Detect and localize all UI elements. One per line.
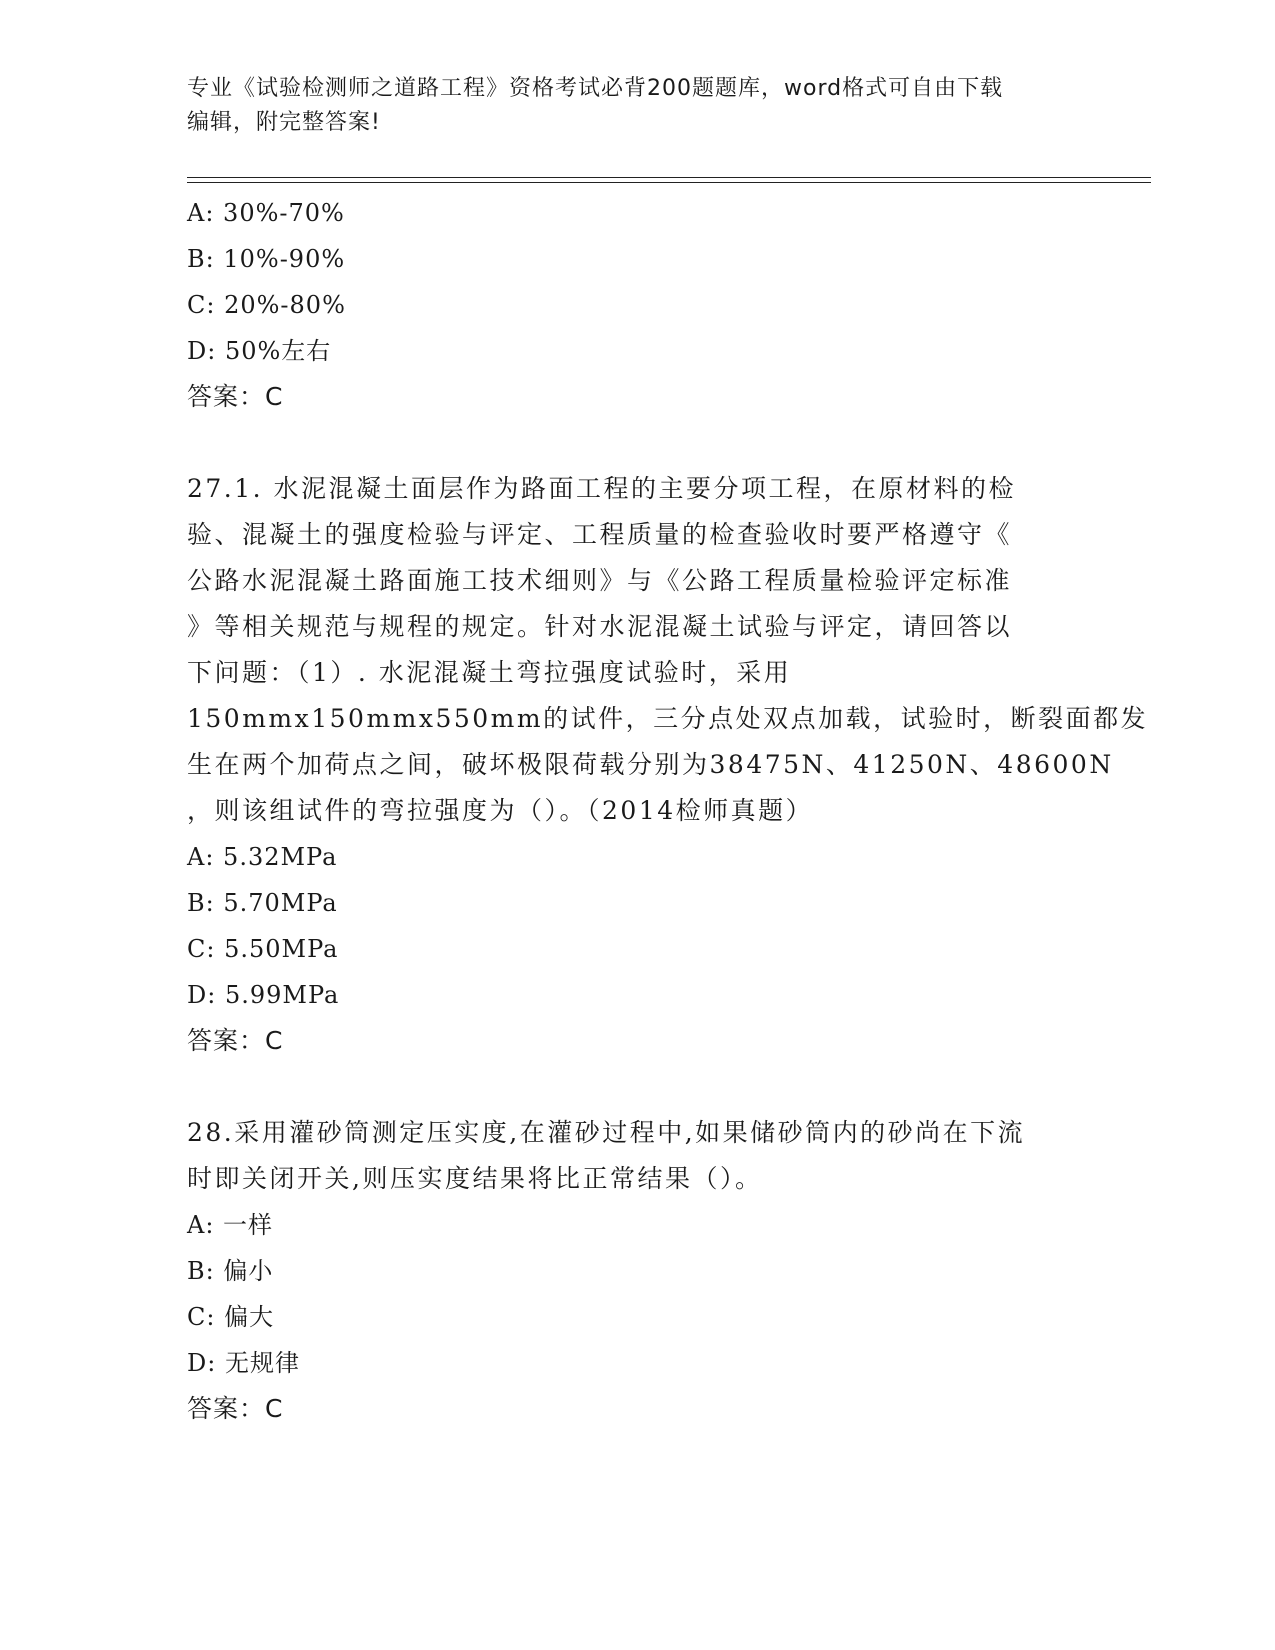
question-block-26 — [187, 190, 1087, 420]
option-b: B: 5.70MPa — [187, 889, 338, 917]
question-text-line: 时即关闭开关,则压实度结果将比正常结果（）。 — [187, 1164, 763, 1193]
header-line-2: 编辑，附完整答案! — [187, 110, 381, 135]
question-block-28 — [187, 1110, 1087, 1202]
question-text-line: ，则该组试件的弯拉强度为（）。（2014检师真题） — [187, 796, 814, 825]
answer: 答案：C — [187, 1026, 284, 1055]
question-text-line: 28.采用灌砂筒测定压实度,在灌砂过程中,如果储砂筒内的砂尚在下流 — [187, 1118, 1026, 1147]
question-block-27 — [187, 466, 1149, 834]
option-a: A: 5.32MPa — [187, 843, 338, 871]
question-text-line: 150mmx150mmx550mm的试件，三分点处双点加载，试验时，断裂面都发 — [187, 704, 1149, 733]
option-a: A: 一样 — [187, 1211, 274, 1239]
option-d: D: 50%左右 — [187, 337, 332, 365]
question-text-line: 》等相关规范与规程的规定。针对水泥混凝土试验与评定，请回答以 — [187, 612, 1013, 641]
option-c: C: 偏大 — [187, 1303, 275, 1331]
question-text-line: 27.1. 水泥混凝土面层作为路面工程的主要分项工程，在原材料的检 — [187, 474, 1017, 503]
option-d: D: 无规律 — [187, 1349, 300, 1377]
header-rule-top — [187, 177, 1151, 178]
question-text-line: 验、混凝土的强度检验与评定、工程质量的检查验收时要严格遵守《 — [187, 520, 1013, 549]
option-b: B: 偏小 — [187, 1257, 274, 1285]
option-d: D: 5.99MPa — [187, 981, 340, 1009]
document-body — [187, 190, 1149, 1432]
option-b: B: 10%-90% — [187, 245, 346, 273]
header-line-1: 专业《试验检测师之道路工程》资格考试必背200题题库，word格式可自由下载 — [187, 76, 1004, 101]
answer: 答案：C — [187, 1394, 284, 1423]
option-a: A: 30%-70% — [187, 199, 345, 227]
document-header — [187, 72, 1067, 140]
question-text-line: 公路水泥混凝土路面施工技术细则》与《公路工程质量检验评定标准 — [187, 566, 1013, 595]
question-text-line: 生在两个加荷点之间，破坏极限荷载分别为38475N、41250N、48600N — [187, 750, 1114, 779]
question-text-line: 下问题：（1）. 水泥混凝土弯拉强度试验时，采用 — [187, 658, 792, 687]
option-c: C: 5.50MPa — [187, 935, 339, 963]
header-rule-bottom — [187, 182, 1151, 183]
option-c: C: 20%-80% — [187, 291, 346, 319]
answer: 答案：C — [187, 382, 284, 411]
